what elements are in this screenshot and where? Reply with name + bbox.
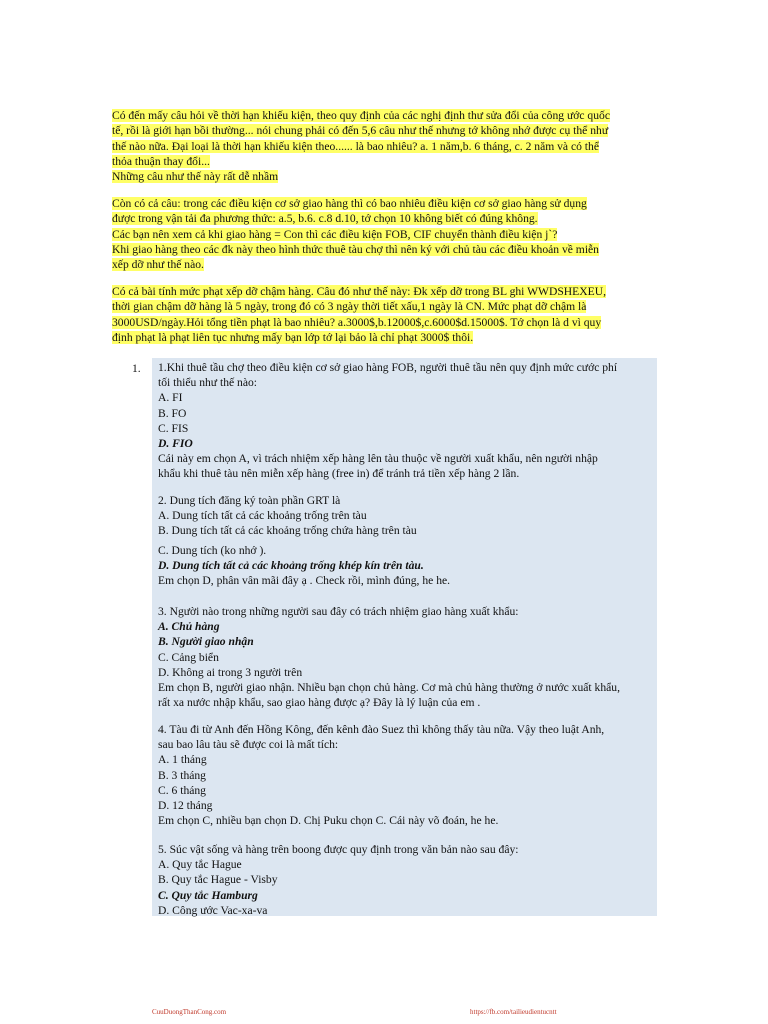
option-b: B. 3 tháng [158, 768, 206, 782]
option-d: D. Công ước Vac-xa-va [158, 903, 268, 917]
option-d-answer: D. Dung tích tất cả các khoảng trống khép kín trên tàu. [158, 558, 424, 572]
intro-line: thời gian chậm dỡ hàng là 5 ngày, trong đó có 3 ngày thời tiết xấu,1 ngày là CN. Mức phạt dỡ chậm là [112, 300, 587, 314]
option-a: A. Dung tích tất cả các khoảng trống trên tàu [158, 509, 367, 523]
question-title: 4. Tàu đi từ Anh đến Hồng Kông, đến kênh đào Suez thì không thấy tàu nữa. Vậy theo luật Anh, [158, 723, 605, 736]
option-c-answer: C. Quy tắc Hamburg [158, 888, 258, 902]
option-d: D. 12 tháng [158, 799, 213, 813]
answer-comment: Cái này em chọn A, vì trách nhiệm xếp hàng lên tàu thuộc về người xuất khẩu, nên người nhập [158, 452, 598, 466]
footer-facebook-link[interactable]: https://fb.com/tailieudientucntt [470, 1008, 557, 1016]
intro-paragraph-3 [112, 284, 664, 345]
question-title: 2. Dung tích đăng ký toàn phần GRT là [158, 494, 341, 507]
intro-line: 3000USD/ngày.Hỏi tổng tiền phạt là bao nhiêu? a.3000$,b.12000$,c.6000$d.15000$. Tớ chọn là d vì quy [112, 315, 602, 329]
question-5 [158, 842, 658, 918]
option-d: D. Không ai trong 3 người trên [158, 665, 303, 679]
intro-line: Còn có cả câu: trong các điều kiện cơ sở giao hàng thì có bao nhiêu điều kiện cơ sở giao hàng sử dụng [112, 197, 587, 210]
intro-paragraph-1 [112, 108, 664, 184]
option-a: A. Quy tắc Hague [158, 858, 242, 872]
intro-line: Những câu như thế này rất dễ nhầm [112, 170, 279, 184]
option-c: C. 6 tháng [158, 783, 206, 797]
question-4 [158, 722, 658, 828]
question-3 [158, 604, 658, 710]
option-b: B. FO [158, 406, 187, 420]
option-a: A. Chủ hàng [158, 620, 220, 634]
question-title: tối thiểu như thế nào: [158, 376, 258, 390]
answer-comment: rất xa nước nhập khẩu, sao giao hàng được ạ? Đây là lý luận của em . [158, 696, 481, 710]
intro-line: Có cả bài tính mức phạt xếp dỡ chậm hàng. Câu đó như thế này: Đk xếp dỡ trong BL ghi WWDSHEXEU, [112, 285, 606, 298]
answer-comment: Em chọn B, người giao nhận. Nhiều bạn chọn chủ hàng. Cơ mà chủ hàng thường ở nước xuất khẩu, [158, 681, 620, 695]
footer-site-link[interactable]: CuuDuongThanCong.com [152, 1008, 227, 1016]
intro-line: Các bạn nên xem cả khi giao hàng = Con thì các điều kiện FOB, CIF chuyển thành điều kiện j`? [112, 227, 558, 241]
intro-line: Khi giao hàng theo các đk này theo hình thức thuê tàu chợ thì nên ký với chủ tàu các điều khoản về miễn [112, 242, 599, 256]
option-c: C. FIS [158, 421, 189, 435]
option-d-answer: D. FIO [158, 437, 193, 451]
intro-line: được trong vận tải đa phương thức: a.5, b.6. c.8 d.10, tớ chọn 10 không biết có đúng không. [112, 212, 538, 226]
intro-line: tế, rồi là giới hạn bồi thường... nói chung phải có đến 5,6 câu như thế nhưng tớ không nhớ được cụ thể như [112, 124, 609, 138]
option-b: B. Dung tích tất cả các khoảng trống chứa hàng trên tàu [158, 524, 417, 538]
option-a: A. 1 tháng [158, 753, 207, 767]
question-title: 1.Khi thuê tầu chợ theo điều kiện cơ sở giao hàng FOB, người thuê tầu nên quy định mức cước phí [158, 361, 618, 374]
answer-comment: Em chọn D, phân vân mãi đây ạ . Check rồi, mình đúng, he he. [158, 574, 451, 588]
option-a: A. FI [158, 391, 183, 405]
list-number: 1. [132, 362, 141, 375]
answer-comment: khẩu khi thuê tàu nên miễn xếp hàng (free in) để tránh trả tiền xếp hàng 2 lần. [158, 467, 520, 481]
option-b-answer: B. Người giao nhận [158, 635, 254, 649]
question-title: 5. Súc vật sống và hàng trên boong được quy định trong văn bản nào sau đây: [158, 843, 519, 856]
intro-line: xếp dỡ như thế nào. [112, 258, 204, 272]
intro-line: thỏa thuận thay đổi... [112, 154, 210, 168]
option-c: C. Cảng biển [158, 650, 219, 664]
question-1 [158, 360, 658, 482]
intro-paragraph-2 [112, 196, 664, 272]
intro-line: thế nào nữa. Đại loại là thời hạn khiếu kiện theo...... là bao nhiêu? a. 1 năm,b. 6 tháng, c. 2 năm và có thể [112, 139, 599, 153]
option-b: B. Quy tắc Hague - Visby [158, 873, 278, 887]
intro-line: Có đến mấy câu hỏi về thời hạn khiếu kiện, theo quy định của các nghị định thư sửa đổi của công ước quốc [112, 109, 610, 122]
question-2 [158, 493, 658, 588]
intro-line: định phạt là phạt liên tục nhưng mấy bạn lớp tớ lại bảo là chỉ phạt 3000$ thôi. [112, 330, 474, 344]
question-title: sau bao lâu tàu sẽ được coi là mất tích: [158, 738, 339, 752]
question-title: 3. Người nào trong những người sau đây có trách nhiệm giao hàng xuất khẩu: [158, 605, 519, 618]
answer-comment: Em chọn C, nhiều bạn chọn D. Chị Puku chọn C. Cái này võ đoán, he he. [158, 814, 499, 828]
option-c: C. Dung tích (ko nhớ ). [158, 543, 267, 557]
